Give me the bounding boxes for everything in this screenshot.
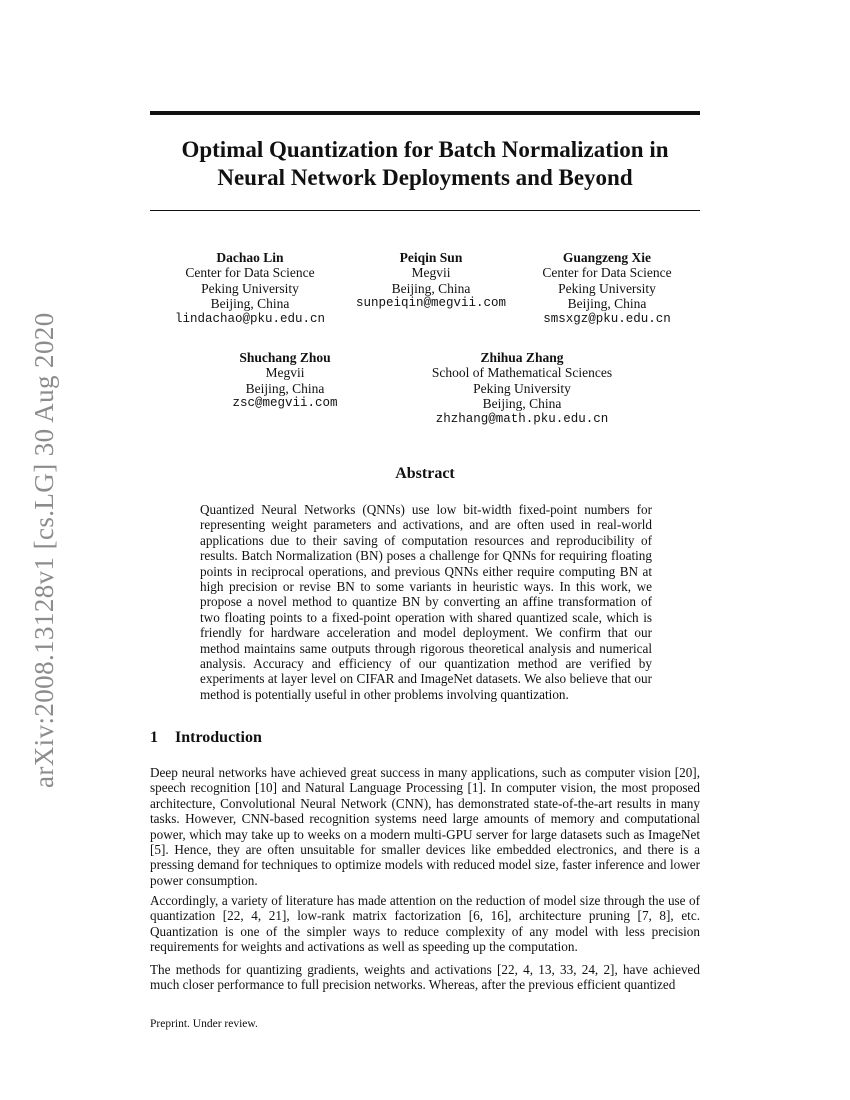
author-name: Guangzeng Xie — [562, 250, 652, 265]
author-affiliation: Peking University — [473, 380, 571, 396]
title-rule-top — [150, 111, 700, 115]
author-name: Peiqin Sun — [399, 250, 463, 265]
author-email[interactable]: zhzhang@math.pku.edu.cn — [435, 411, 609, 426]
author-email[interactable]: smsxgz@pku.edu.cn — [543, 311, 671, 326]
author-affiliation: Peking University — [201, 280, 299, 296]
author-location: Beijing, China — [245, 380, 325, 396]
author-block-3 — [533, 250, 681, 327]
author-email[interactable]: lindachao@pku.edu.cn — [175, 311, 326, 326]
section-number: 1 — [150, 729, 158, 746]
author-block-1 — [175, 250, 325, 327]
intro-paragraph-1: Deep neural networks have achieved great success in many applications, such as computer vision [20], speech recognition [10] and Natural Language Processing [1]. In computer vision, the most proposed architecture, Convolutional Neural Network (CNN), has demonstrated state-of-the-art results in many tasks. However, CNN-based recognition systems need large amounts of memory and computational power, which may take up to weeks on a modern multi-GPU server for large datasets such as ImageNet [5]. Hence, they are often unsuitable for smaller devices like embedded electronics, and there is a pressing demand for techniques to optimize models with reduced model size, faster inference and lower power consumption. — [150, 765, 700, 888]
author-location: Beijing, China — [210, 296, 290, 312]
author-affiliation: Center for Data Science — [185, 265, 315, 281]
abstract-body: Quantized Neural Networks (QNNs) use low bit-width fixed-point numbers for representing weight parameters and activations, and are often used in real-world applications due to their saving of computation resources and reproducibility of results. Batch Normalization (BN) poses a challenge for QNNs for requiring floating points in reciprocal operations, and previous QNNs either require computing BN at high precision or revise BN to some variants in heuristic ways. In this work, we propose a novel method to quantize BN by converting an affine transformation of two floating points to a fixed-point operation with shared quantized scale, which is friendly for hardware acceleration and model deployment. We confirm that our method maintains same outputs through rigorous theoretical analysis and numerical analysis. Accuracy and efficiency of our quantization method are verified by experiments at layer level on CIFAR and ImageNet datasets. We also believe that our method is potentially useful in other problems involving quantization. — [200, 502, 652, 702]
author-location: Beijing, China — [567, 296, 647, 312]
author-affiliation: Center for Data Science — [542, 265, 672, 281]
intro-paragraph-2: Accordingly, a variety of literature has made attention on the reduction of model size through the use of quantization [22, 4, 21], low-rank matrix factorization [6, 16], architecture pruning [7, 8], etc. Quantization is one of the simpler ways to reduce complexity of any model with less precision requirements for weights and activations as well as speeding up the computation. — [150, 893, 700, 955]
intro-paragraph-3: The methods for quantizing gradients, weights and activations [22, 4, 13, 33, 24, 2], have achieved much closer performance to full precision networks. Whereas, after the previous efficient quantized — [150, 962, 700, 993]
author-affiliation: Peking University — [558, 280, 656, 296]
abstract-heading: Abstract — [395, 465, 455, 482]
author-block-2 — [353, 250, 509, 312]
paper-title: Optimal Quantization for Batch Normalization in Neural Network Deployments and Beyond — [181, 137, 669, 190]
author-location: Beijing, China — [391, 280, 471, 296]
author-block-4 — [215, 350, 355, 412]
section-title: Introduction — [175, 729, 262, 746]
author-affiliation: School of Mathematical Sciences — [431, 365, 613, 381]
arxiv-stamp: arXiv:2008.13128v1 [cs.LG] 30 Aug 2020 — [29, 312, 59, 788]
author-location: Beijing, China — [482, 396, 562, 412]
footer-note: Preprint. Under review. — [150, 1018, 258, 1030]
author-affiliation: Megvii — [411, 265, 451, 281]
author-name: Dachao Lin — [216, 250, 284, 265]
section-heading-introduction — [150, 729, 700, 747]
author-email[interactable]: zsc@megvii.com — [232, 396, 338, 411]
author-name: Shuchang Zhou — [239, 350, 331, 365]
author-email[interactable]: sunpeiqin@megvii.com — [355, 296, 507, 311]
title-rule-bottom — [150, 210, 700, 211]
author-name: Zhihua Zhang — [480, 350, 564, 365]
author-affiliation: Megvii — [265, 365, 305, 381]
author-block-5 — [420, 350, 624, 427]
